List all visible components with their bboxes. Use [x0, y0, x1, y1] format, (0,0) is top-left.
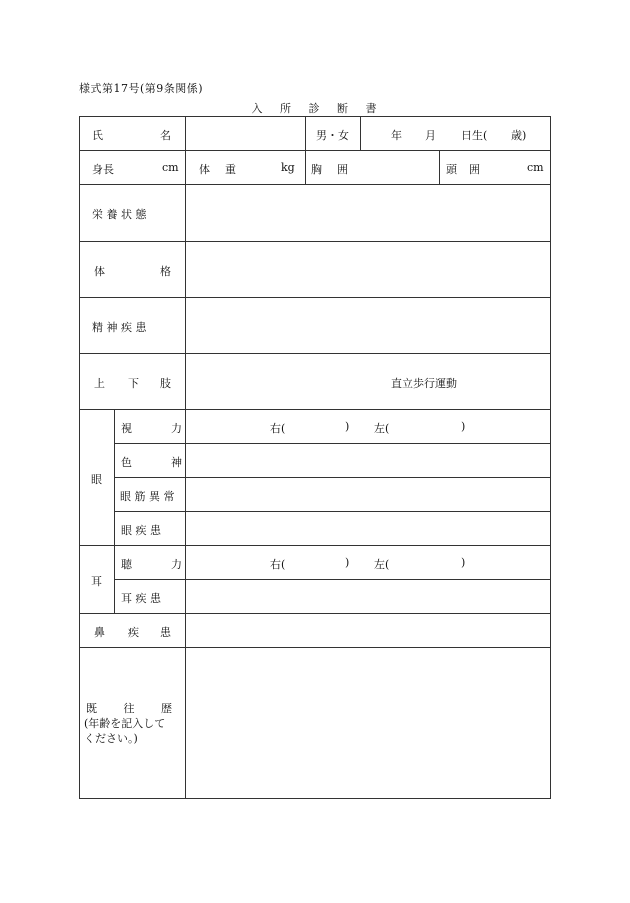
birth-year-label: 年: [391, 129, 402, 142]
nutrition-field[interactable]: [185, 184, 551, 241]
name-label-part2: 名: [160, 129, 171, 142]
history-note-line2: ください。): [84, 732, 138, 745]
eye-muscle-label-cell: [114, 477, 185, 511]
vision-left-label: 左(: [374, 422, 390, 435]
limbs-label-part3: 肢: [160, 377, 171, 390]
mental-label: 精 神 疾 患: [92, 321, 147, 334]
nose-label-part1: 鼻: [94, 626, 105, 639]
eye-disease-field[interactable]: [185, 511, 551, 545]
color-vision-field[interactable]: [185, 443, 551, 477]
history-field[interactable]: [185, 647, 551, 799]
head-unit: cm: [527, 161, 544, 174]
mental-field[interactable]: [185, 297, 551, 353]
height-field[interactable]: [79, 150, 185, 184]
physique-label-part2: 格: [160, 265, 171, 278]
vision-left-close: ): [461, 420, 466, 433]
limbs-label-cell: [79, 353, 185, 409]
physique-label-part1: 体: [94, 265, 105, 278]
vision-right-label: 右(: [270, 422, 286, 435]
color-vision-label-cell: [114, 443, 185, 477]
height-unit: cm: [162, 161, 179, 174]
eye-muscle-field[interactable]: [185, 477, 551, 511]
head-label-part1: 頭: [446, 163, 457, 176]
nose-label-part2: 疾: [128, 626, 139, 639]
weight-field[interactable]: [185, 150, 305, 184]
color-vision-label-part1: 色: [121, 456, 132, 469]
history-label-part1: 既: [86, 702, 97, 715]
chest-label-part1: 胸: [311, 163, 322, 176]
nose-label-part3: 患: [160, 626, 171, 639]
weight-label-part1: 体: [199, 163, 210, 176]
eye-disease-label: 眼 疾 患: [121, 524, 161, 537]
hearing-right-close: ): [345, 556, 350, 569]
nose-field[interactable]: [185, 613, 551, 647]
weight-label-part2: 重: [225, 163, 236, 176]
hearing-left-close: ): [461, 556, 466, 569]
age-label: 歳): [511, 129, 527, 142]
hearing-right-label: 右(: [270, 558, 286, 571]
eye-disease-label-cell: [114, 511, 185, 545]
ear-disease-label: 耳 疾 患: [121, 592, 161, 605]
nutrition-label: 栄 養 状 態: [92, 208, 147, 221]
vision-field[interactable]: [185, 409, 551, 443]
birth-month-label: 月: [425, 129, 436, 142]
hearing-label-part1: 聴: [121, 558, 132, 571]
nose-label-cell: [79, 613, 185, 647]
hearing-field[interactable]: [185, 545, 551, 579]
vision-label-cell: [114, 409, 185, 443]
sex-options: 男・女: [316, 129, 349, 142]
physique-field[interactable]: [185, 241, 551, 297]
birth-day-label: 日生(: [461, 129, 488, 142]
eye-muscle-label: 眼 筋 異 常: [120, 490, 175, 503]
eye-group-cell: [79, 409, 114, 545]
hearing-left-label: 左(: [374, 558, 390, 571]
vision-label-part1: 視: [121, 422, 132, 435]
eye-label: 眼: [91, 473, 102, 486]
limbs-label-part2: 下: [128, 377, 139, 390]
limbs-label-part1: 上: [94, 377, 105, 390]
ear-label: 耳: [91, 575, 102, 588]
history-label-part3: 歴: [161, 702, 172, 715]
head-label-part2: 囲: [469, 163, 480, 176]
history-note-line1: (年齢を記入して: [84, 717, 166, 730]
sex-field[interactable]: [305, 116, 360, 150]
limbs-field[interactable]: [185, 353, 551, 409]
name-field[interactable]: [185, 116, 305, 150]
history-label-part2: 往: [123, 702, 135, 715]
height-label: 身長: [92, 163, 114, 176]
ear-disease-field[interactable]: [185, 579, 551, 613]
weight-unit: kg: [281, 161, 295, 174]
head-field[interactable]: [439, 150, 551, 184]
chest-label-part2: 囲: [337, 163, 348, 176]
birthdate-field[interactable]: [360, 116, 551, 150]
history-label-cell: [79, 647, 185, 799]
ear-disease-label-cell: [114, 579, 185, 613]
document-title: 入 所 診 断 書: [251, 102, 379, 115]
chest-field[interactable]: [305, 150, 439, 184]
name-label-cell: [79, 116, 185, 150]
hearing-label-cell: [114, 545, 185, 579]
physique-label-cell: [79, 241, 185, 297]
name-label-part1: 氏: [92, 129, 103, 142]
mental-label-cell: [79, 297, 185, 353]
upright-walking-label: 直立歩行運動: [391, 377, 457, 390]
hearing-label-part2: 力: [171, 558, 182, 571]
color-vision-label-part2: 神: [171, 456, 182, 469]
ear-group-cell: [79, 545, 114, 613]
history-label: [86, 700, 172, 716]
nutrition-label-cell: [79, 184, 185, 241]
vision-right-close: ): [345, 420, 350, 433]
vision-label-part2: 力: [171, 422, 182, 435]
form-number: 様式第17号(第9条関係): [79, 82, 204, 95]
